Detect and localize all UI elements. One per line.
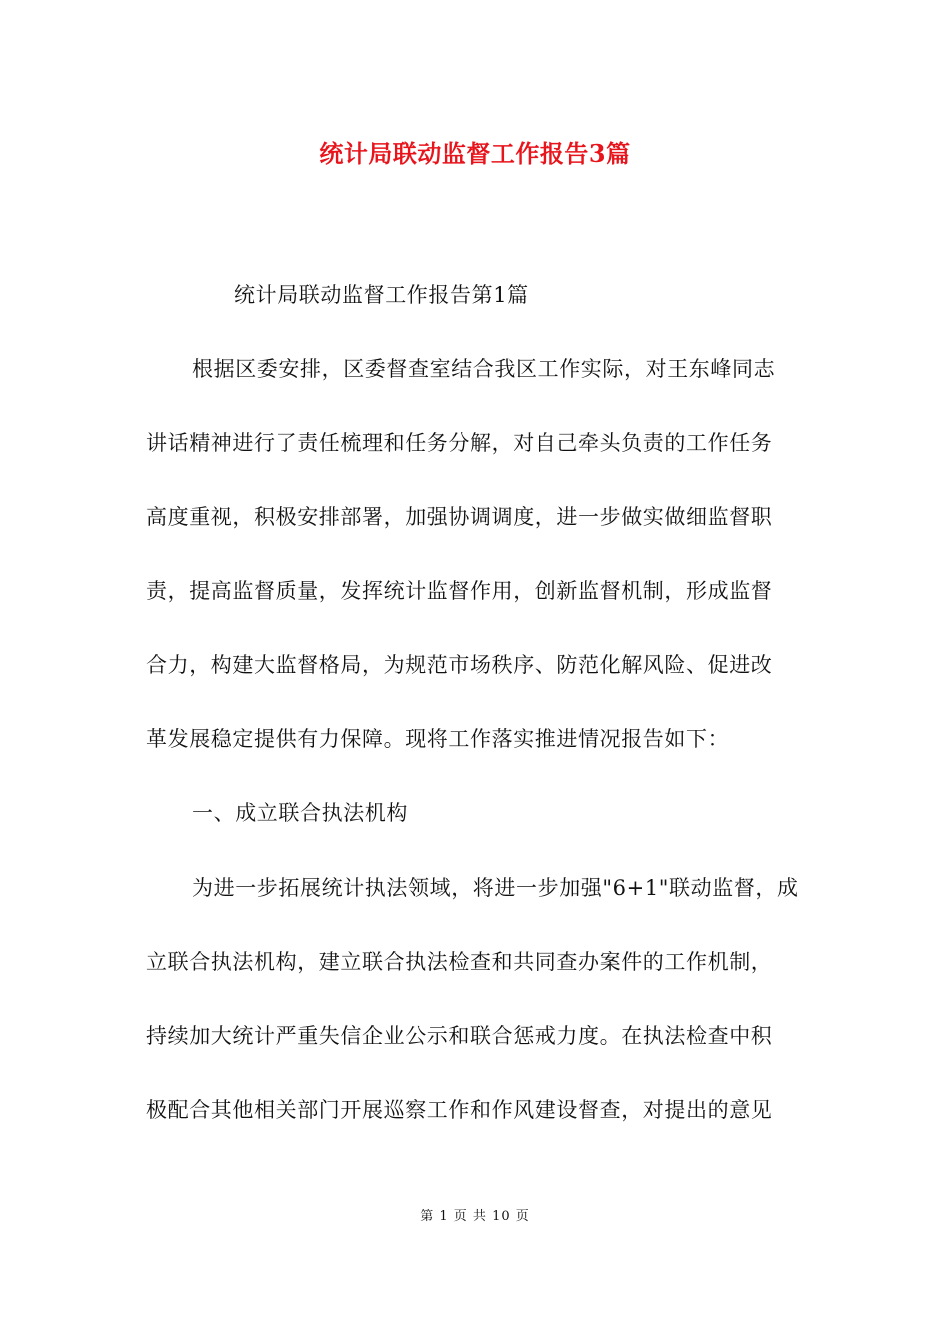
paragraph-line: 革发展稳定提供有力保障。现将工作落实推进情况报告如下：: [146, 727, 730, 751]
current-page-number: 1: [439, 1209, 449, 1224]
paragraph-line: 立联合执法机构，建立联合执法检查和共同查办案件的工作机制，: [146, 950, 773, 974]
section-subtitle: 统计局联动监督工作报告第1篇: [234, 283, 529, 307]
page-label-mid: 页 共: [453, 1209, 487, 1224]
paragraph-line: 合力，构建大监督格局，为规范市场秩序、防范化解风险、促进改: [146, 653, 773, 677]
total-pages-number: 10: [492, 1209, 511, 1224]
page-footer: [0, 1207, 950, 1227]
paragraph-line: 根据区委安排，区委督查室结合我区工作实际，对王东峰同志: [192, 357, 776, 381]
paragraph-line: 为进一步拓展统计执法领域，将进一步加强"6+1"联动监督，成: [192, 876, 799, 900]
paragraph-line: 持续加大统计严重失信企业公示和联合惩戒力度。在执法检查中积: [146, 1024, 773, 1048]
paragraph-line: 极配合其他相关部门开展巡察工作和作风建设督查，对提出的意见: [146, 1098, 773, 1122]
page-label-prefix: 第: [420, 1209, 435, 1224]
paragraph-line: 讲话精神进行了责任梳理和任务分解，对自己牵头负责的工作任务: [146, 431, 773, 455]
section-heading: 一、成立联合执法机构: [192, 801, 408, 825]
document-title: 统计局联动监督工作报告3篇: [319, 139, 631, 168]
paragraph-line: 责，提高监督质量，发挥统计监督作用，创新监督机制，形成监督: [146, 579, 773, 603]
page-label-suffix: 页: [515, 1209, 530, 1224]
paragraph-line: 高度重视，积极安排部署，加强协调调度，进一步做实做细监督职: [146, 505, 773, 529]
